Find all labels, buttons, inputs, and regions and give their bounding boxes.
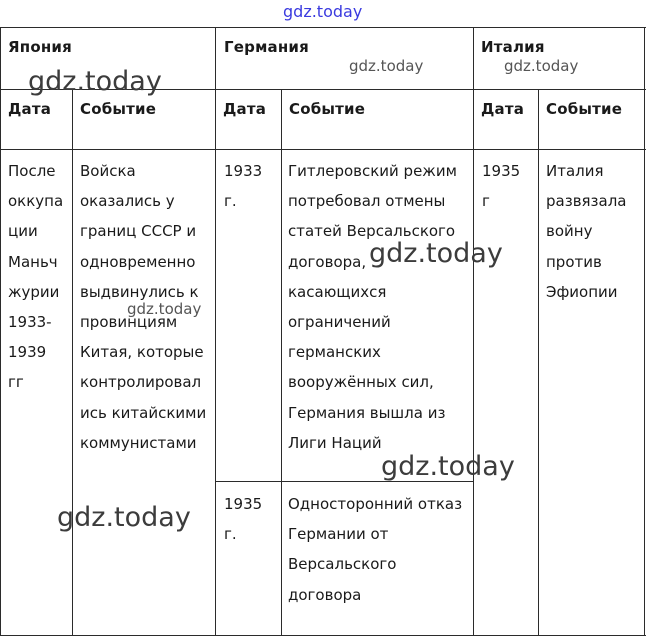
italy-date-header: Дата bbox=[481, 100, 525, 118]
cell-line: коммунистами bbox=[80, 433, 197, 452]
cell-line: г. bbox=[224, 192, 237, 211]
cell-line: Лиги Наций bbox=[288, 433, 382, 452]
cell-line: развязала bbox=[546, 192, 627, 211]
cell-line: войну bbox=[546, 222, 593, 241]
cell-line: ограничений bbox=[288, 313, 391, 332]
cell-line: г bbox=[482, 192, 490, 211]
germany-1933-event-cell bbox=[288, 156, 457, 458]
cell-line: договора bbox=[288, 585, 362, 604]
cell-line: оккупа bbox=[8, 192, 64, 211]
cell-line: г. bbox=[224, 525, 237, 544]
table-left-border bbox=[0, 27, 1, 636]
italy-event-header: Событие bbox=[546, 100, 623, 118]
cell-line: Германии от bbox=[288, 525, 389, 544]
cell-line: Маньч bbox=[8, 252, 58, 271]
cell-line: одновременно bbox=[80, 252, 196, 271]
cell-line: германских bbox=[288, 343, 381, 362]
cell-line: статей Версальского bbox=[288, 222, 456, 241]
japan-germany-divider bbox=[215, 27, 216, 636]
italy-date-cell bbox=[482, 156, 520, 216]
japan-date-cell bbox=[8, 156, 63, 398]
germany-1935-date-cell bbox=[224, 489, 262, 549]
table-bottom-border bbox=[0, 635, 646, 636]
germany-1933-date-cell bbox=[224, 156, 262, 216]
watermark-italy-header: gdz.today bbox=[504, 57, 579, 75]
cell-line: Эфиопии bbox=[546, 282, 618, 301]
cell-line: Италия bbox=[546, 162, 604, 180]
cell-line: 1935 bbox=[482, 162, 521, 180]
cell-line: границ СССР и bbox=[80, 222, 197, 241]
cell-line: вооружённых сил, bbox=[288, 373, 434, 392]
japan-date-header: Дата bbox=[8, 100, 52, 118]
cell-line: Односторонний отказ bbox=[288, 495, 463, 513]
cell-line: Гитлеровский режим bbox=[288, 162, 457, 180]
germany-date-header: Дата bbox=[223, 100, 267, 118]
japan-column-divider bbox=[72, 89, 73, 636]
cell-line: гг bbox=[8, 373, 24, 392]
cell-line: договора, bbox=[288, 252, 367, 271]
watermark-germany-header: gdz.today bbox=[349, 57, 424, 75]
cell-line: оказались у bbox=[80, 192, 175, 211]
cell-line: Версальского bbox=[288, 555, 397, 574]
cell-line: 1933 bbox=[224, 162, 263, 180]
cell-line: 1939 bbox=[8, 343, 47, 362]
italy-column-divider bbox=[538, 89, 539, 636]
cell-line: 1935 bbox=[224, 495, 263, 513]
table-right-border bbox=[644, 27, 645, 636]
cell-line: журии bbox=[8, 282, 60, 301]
cell-line: Войска bbox=[80, 162, 136, 180]
watermark-japan-event: gdz.today bbox=[127, 300, 202, 318]
country-header-italy: Италия bbox=[481, 38, 545, 56]
germany-italy-divider bbox=[473, 27, 474, 636]
table-top-border bbox=[0, 27, 646, 28]
cell-line: Германия вышла из bbox=[288, 403, 446, 422]
cell-line: против bbox=[546, 252, 602, 271]
cell-line: провинциям bbox=[80, 313, 178, 332]
germany-1935-event-cell bbox=[288, 489, 462, 610]
column-header-bottom-border bbox=[0, 149, 646, 150]
watermark-japan-lower: gdz.today bbox=[57, 502, 191, 533]
cell-line: 1933- bbox=[8, 313, 52, 332]
japan-event-header: Событие bbox=[80, 100, 157, 118]
watermark-top: gdz.today bbox=[283, 2, 363, 21]
germany-column-divider bbox=[281, 89, 282, 636]
watermark-germany-event: gdz.today bbox=[369, 238, 503, 269]
cell-line: касающихся bbox=[288, 282, 387, 301]
cell-line: После bbox=[8, 162, 56, 180]
cell-line: контролировал bbox=[80, 373, 202, 392]
country-header-germany: Германия bbox=[224, 38, 309, 56]
cell-line: ции bbox=[8, 222, 38, 241]
cell-line: ись китайскими bbox=[80, 403, 207, 422]
cell-line: выдвинулись к bbox=[80, 282, 199, 301]
cell-line: Китая, которые bbox=[80, 343, 204, 362]
watermark-germany-lower: gdz.today bbox=[381, 451, 515, 482]
country-header-japan: Япония bbox=[8, 38, 72, 56]
watermark-japan-header: gdz.today bbox=[28, 66, 162, 97]
germany-event-header: Событие bbox=[289, 100, 366, 118]
cell-line: потребовал отмены bbox=[288, 192, 446, 211]
italy-event-cell bbox=[546, 156, 627, 307]
